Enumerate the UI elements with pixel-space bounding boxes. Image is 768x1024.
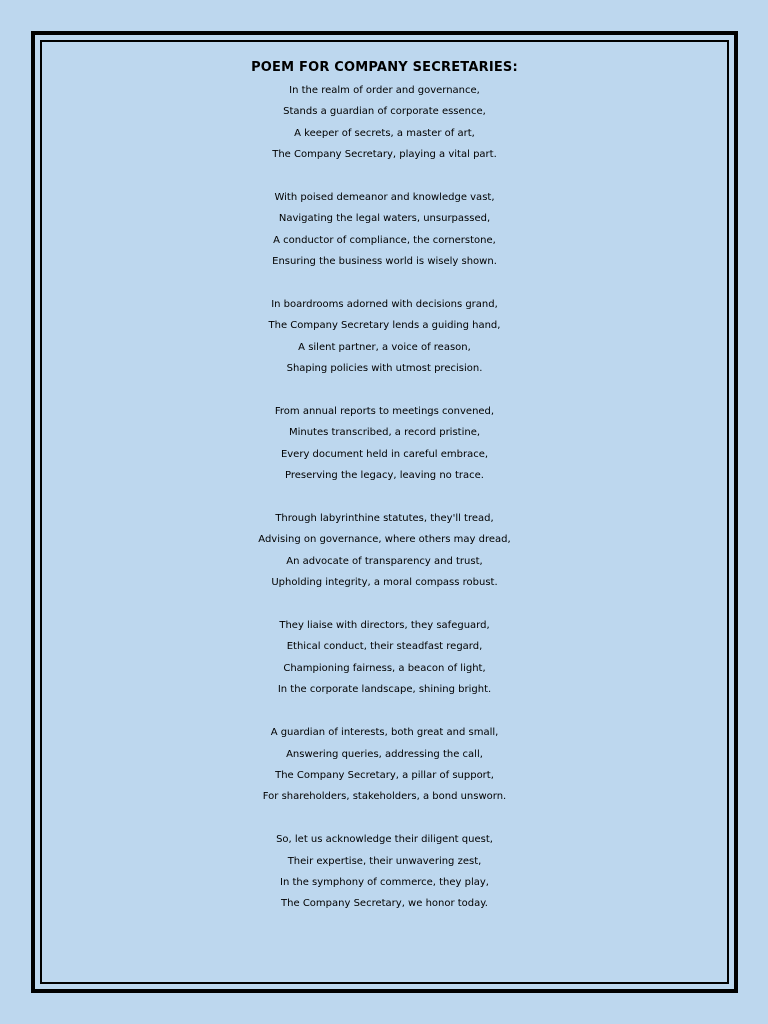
poem-line: So, let us acknowledge their diligent quest, [276,834,493,846]
stanza-gap [42,701,727,722]
poem-line: Stands a guardian of corporate essence, [283,106,486,118]
poem-line: The Company Secretary, playing a vital part. [272,149,497,161]
poem-line: Navigating the legal waters, unsurpassed, [278,213,491,225]
poem-line: Championing fairness, a beacon of light, [283,662,486,674]
poem [42,58,727,915]
stanza [42,615,727,701]
poem-line: The Company Secretary, we honor today. [281,898,488,910]
stanza-gap [42,166,727,187]
poem-line: In the symphony of commerce, they play, [280,876,489,888]
poem-line: Preserving the legacy, leaving no trace. [285,470,484,482]
poem-line: The Company Secretary lends a guiding hand, [268,320,501,332]
page-border-outer [31,31,738,993]
stanza [42,294,727,380]
poem-line: A guardian of interests, both great and small, [270,727,499,739]
poem-line: They liaise with directors, they safeguard, [279,620,490,632]
stanza-gap [42,808,727,829]
stanza [42,80,727,166]
poem-line: Their expertise, their unwavering zest, [287,855,482,867]
poem-line: The Company Secretary, a pillar of support, [275,769,494,781]
poem-line: Every document held in careful embrace, [280,448,489,460]
poem-line: In the realm of order and governance, [289,85,480,96]
stanza-gap [42,594,727,615]
stanza [42,508,727,594]
stanza-gap [42,380,727,401]
poem-line: A keeper of secrets, a master of art, [294,127,475,139]
poem-line: Advising on governance, where others may dread, [258,534,511,546]
poem-title: POEM FOR COMPANY SECRETARIES: [251,60,518,75]
stanza [42,829,727,915]
stanza-gap [42,273,727,294]
poem-body [42,80,727,915]
poem-line: Upholding integrity, a moral compass robust. [271,577,498,589]
poem-line: Ethical conduct, their steadfast regard, [286,641,483,653]
stanza-gap [42,487,727,508]
poem-line: Shaping policies with utmost precision. [286,363,483,375]
poem-line: A conductor of compliance, the cornerstone, [273,234,496,246]
page-border-inner [40,40,729,984]
poem-line: From annual reports to meetings convened, [274,406,495,418]
poem-line: Ensuring the business world is wisely shown. [272,256,497,268]
poem-line: In boardrooms adorned with decisions grand, [271,299,498,311]
poem-line: Through labyrinthine statutes, they'll tread, [275,513,494,525]
poem-line: An advocate of transparency and trust, [286,555,483,567]
stanza [42,722,727,808]
poem-line: With poised demeanor and knowledge vast, [274,192,495,204]
poem-line: For shareholders, stakeholders, a bond unsworn. [262,791,507,803]
poem-line: A silent partner, a voice of reason, [298,341,471,353]
poem-line: Answering queries, addressing the call, [286,748,483,760]
stanza [42,401,727,487]
poem-line: In the corporate landscape, shining bright. [277,684,492,696]
stanza [42,187,727,273]
poem-line: Minutes transcribed, a record pristine, [288,427,481,439]
